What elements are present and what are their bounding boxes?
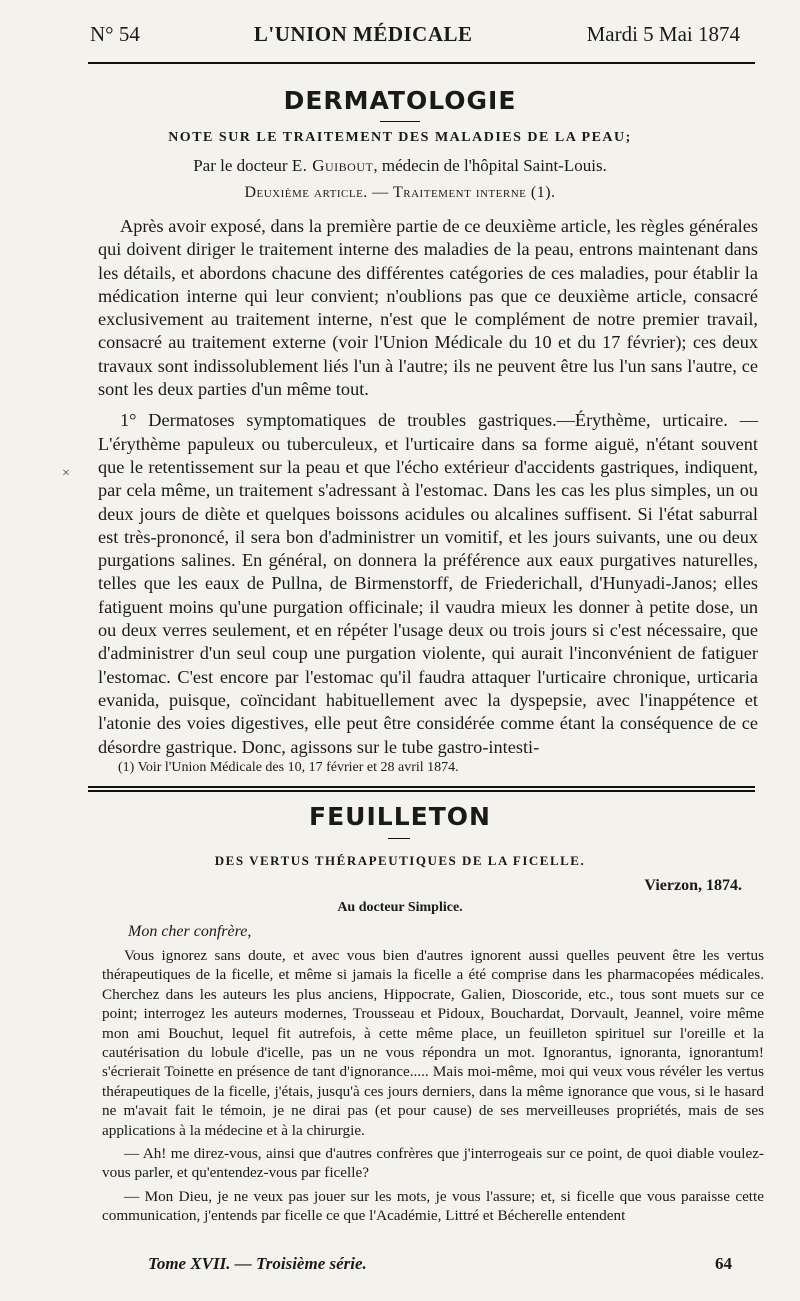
feuilleton-heading: DES VERTUS THÉRAPEUTIQUES DE LA FICELLE. — [214, 853, 586, 868]
feuilleton-paragraph-3: — Mon Dieu, je ne veux pas jouer sur les mots, je vous l'assure; et, si ficelle que vous paraisse cette communication, j'entends par ficelle ce que l'Académie, Littré et Bécherelle entendent — [102, 1187, 764, 1225]
place-date: Vierzon, 1874. — [644, 877, 742, 894]
header-rule — [88, 62, 755, 64]
feuilleton-paragraph-1: Vous ignorez sans doute, et avec vous bien d'autres ignorent aussi quelles peuvent être les vertus thérapeutiques de la ficelle, et même si jamais la ficelle a été comprise dans les pharmacopées médicales. Cherchez dans les auteurs les plus anciens, Hippocrate, Galien, Dioscoride, etc., tous sont muets sur ce point; interrogez les auteurs modernes, Trousseau et Pidoux, Bouchardat, Dorvault, Jeannel, voire même mon ami Bouchut, lequel fit autrefois, à cette même place, un feuilleton spirituel sur l'oreille et la cautérisation du lobule d'icelle, pas un ne vous répondra un mot. Ignorantus, ignoranta, ignorantum! s'écrierait Toinette en présence de tant d'ignorance..... Mais moi-même, moi qui veux vous révéler les vertus thérapeutiques de la ficelle, j'étais, jusqu'à ces jours derniers, dans la même ignorance que vous, si le hasard ne m'avait fait le témoin, je ne dirai pas (et pour cause) de ses merveilleuses propriétés, mais de ses applications à la médecine et à la chirurgie. — [102, 947, 764, 1139]
page-footer — [148, 1254, 732, 1274]
addressee: Au docteur Simplice. — [337, 900, 463, 915]
issue-number: N° 54 — [90, 22, 140, 46]
footnote: (1) Voir l'Union Médicale des 10, 17 février et 28 avril 1874. — [118, 760, 459, 775]
feuilleton-rule-double — [88, 790, 755, 792]
author-line — [0, 156, 800, 176]
paragraph-dermatoses: 1° Dermatoses symptomatiques de troubles gastriques.—Érythème, urticaire. — L'érythème papuleux ou tuberculeux, et l'urticaire dans sa forme aiguë, n'étant souvent que le retentissement sur la peau et que l'écho extérieur d'accidents gastriques, indiquent, par cela même, un traitement s'adressant à l'estomac. Dans les cas les plus simples, un ou deux jours de diète et quelques boissons acidules ou alcalines suffisent. Si l'état saburral est très-prononcé, il sera bon d'administrer un vomitif, et les jours suivants, une ou deux purgations salines. En général, on donnera la préférence aux eaux purgatives naturelles, telles que les eaux de Pullna, de Birmenstorff, de Friederichall, d'Hunyadi-Janos; elles fatiguent moins qu'une purgation officinale; il vaudra mieux les donner à petite dose, un ou deux verres seulement, et en répéter l'usage deux ou trois jours si c'est nécessaire, que d'administrer d'un seul coup une purgation violente, qui aurait l'inconvénient de fatiguer l'estomac. C'est encore par l'estomac qu'il faudra attaquer l'urticaire chronique, urticaria evanida, puisque, coïncidant habituellement avec la dyspepsie, avec l'inappétence et l'atonie des voies digestives, elle peut être considérée comme étant la conséquence de ce désordre gastrique. Donc, agissons sur le tube gastro-intesti- — [98, 410, 758, 757]
feuilleton-paragraph-2: — Ah! me direz-vous, ainsi que d'autres confrères que j'interrogeais sur ce point, de quoi diable voulez-vous parler, et qu'entendez-vous par ficelle? — [102, 1145, 764, 1182]
issue-date: Mardi 5 Mai 1874 — [586, 22, 740, 46]
article-body — [98, 215, 758, 759]
title-rule — [380, 121, 420, 122]
author-name: E. Guibout — [291, 156, 374, 175]
feuilleton-body — [102, 946, 764, 1226]
section-title-feuilleton: FEUILLETON — [309, 802, 491, 831]
salutation: Mon cher confrère, — [128, 923, 252, 940]
feuilleton-rule-top — [88, 786, 755, 788]
author-prefix: Par le docteur — [193, 156, 288, 175]
author-suffix: , médecin de l'hôpital Saint-Louis. — [373, 156, 607, 175]
feuilleton-title-rule — [388, 838, 410, 839]
paragraph-intro: Après avoir exposé, dans la première partie de ce deuxième article, les règles générales qui doivent diriger le traitement interne des maladies de la peau, entrons maintenant dans les détails, et abordons chacune des différentes catégories de ces maladies, pour établir la médication interne qui leur convient; n'oublions pas que ce deuxième article, consacré exclusivement au traitement interne, n'est que le complément de notre premier travail, consacré au traitement externe (voir l'Union Médicale du 10 et du 17 février); ces deux travaux sont indissolublement liés l'un à l'autre; ils ne peuvent être lus l'un sans l'autre, ce sont les deux parties d'un même tout. — [98, 216, 758, 400]
page-number: 64 — [715, 1254, 732, 1273]
margin-mark: × — [62, 466, 70, 481]
volume-info: Tome XVII. — Troisième série. — [148, 1254, 367, 1273]
journal-title: L'UNION MÉDICALE — [253, 22, 473, 46]
section-title-dermatologie: DERMATOLOGIE — [283, 86, 517, 115]
page-header — [90, 22, 740, 47]
article-subheading: Deuxième article. — Traitement interne (1). — [244, 184, 556, 201]
article-heading: NOTE SUR LE TRAITEMENT DES MALADIES DE LA PEAU; — [168, 130, 632, 145]
